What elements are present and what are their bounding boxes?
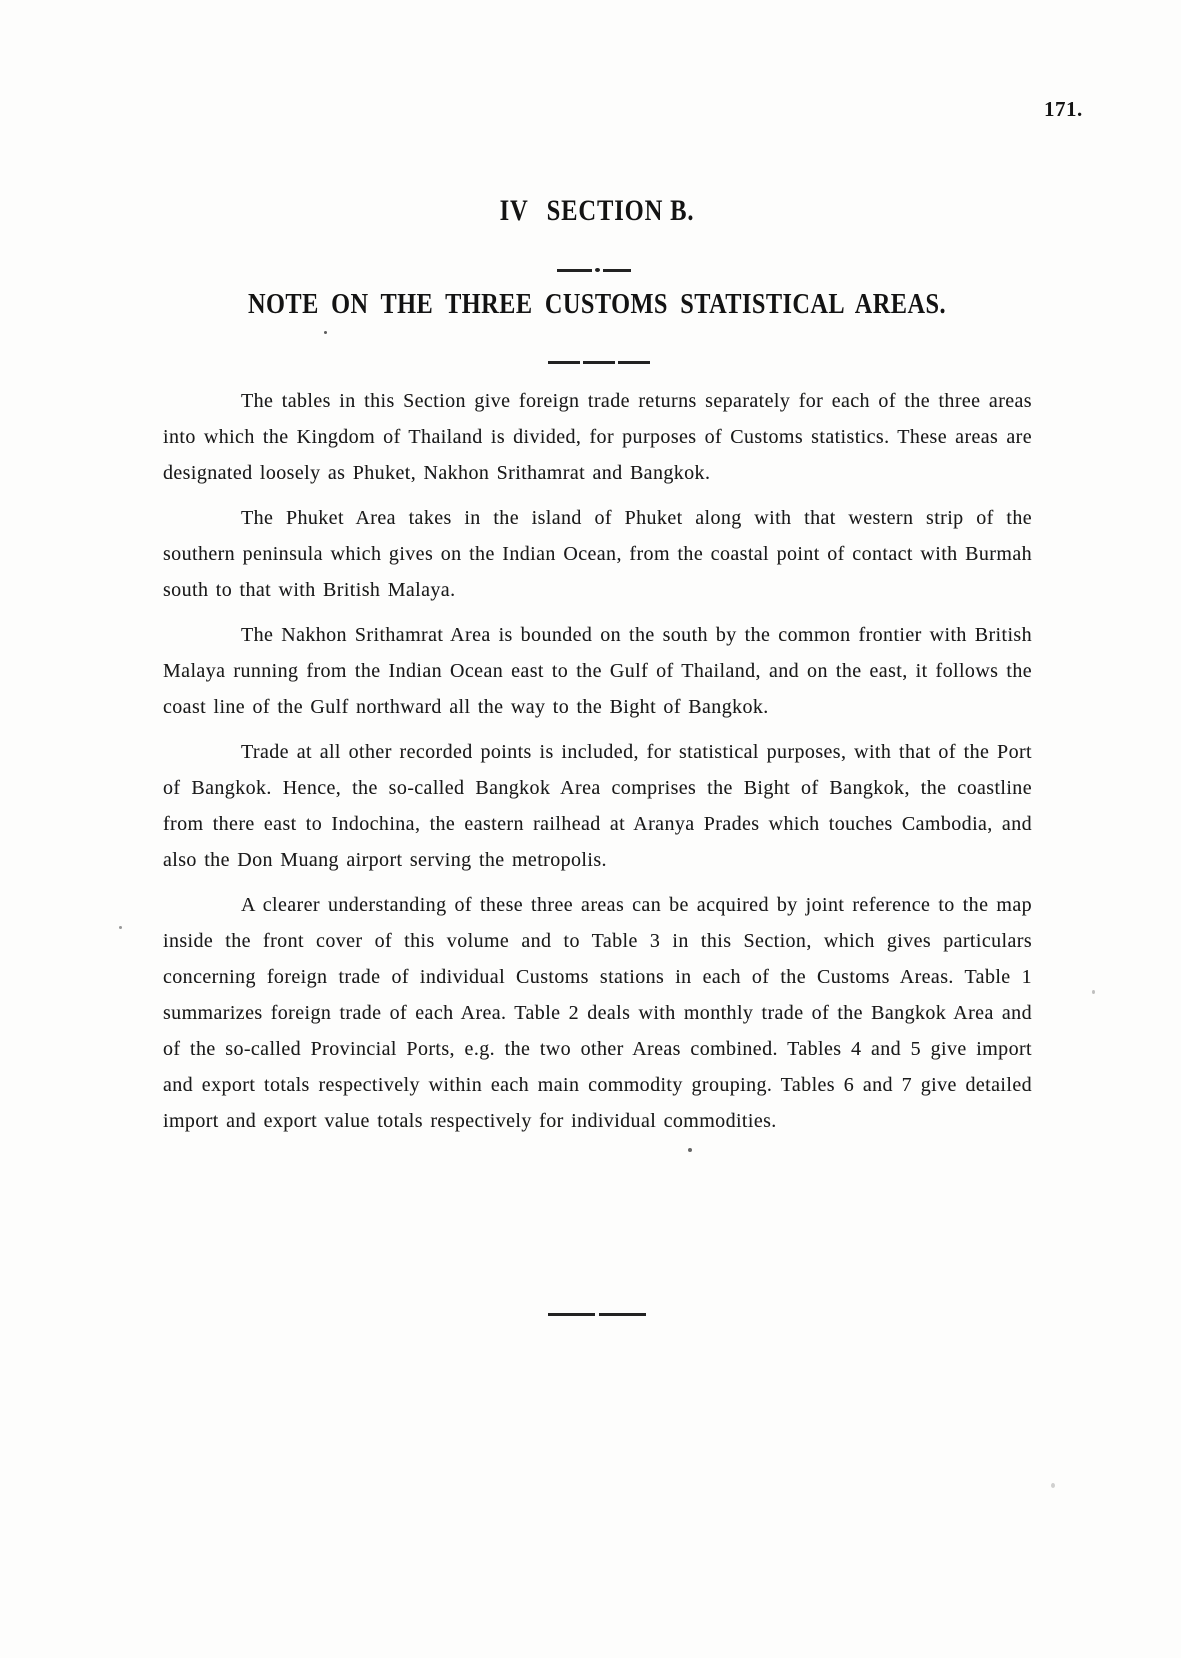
divider-segment: [599, 1313, 646, 1316]
section-heading: [241, 194, 953, 228]
document-title: NOTE ON THE THREE CUSTOMS STATISTICAL AREAS.: [248, 288, 946, 320]
paragraph-5: A clearer understanding of these three areas can be acquired by joint reference to the map inside the front cover of this volume and to Table 3 in this Section, which gives particulars concerning foreign trade of individual Customs stations in each of the Customs Areas. Table 1 summarizes foreign trade of each Area. Table 2 deals with monthly trade of the Bangkok Area and of the so-called Provincial Ports, e.g. the two other Areas combined. Tables 4 and 5 give import and export totals respectively within each main commodity grouping. Tables 6 and 7 give detailed import and export value totals respectively for individual commodities.: [163, 894, 1032, 1132]
paragraph-4: Trade at all other recorded points is included, for statistical purposes, with that of the Port of Bangkok. Hence, the so-called Bangkok Area comprises the Bight of Bangkok, the coastline from there east to Indochina, the eastern railhead at Aranya Prades which touches Cambodia, and also the Don Muang airport serving the metropolis.: [163, 741, 1032, 871]
divider-segment: [583, 361, 615, 364]
divider-segment: [603, 269, 631, 272]
paragraph-1: The tables in this Section give foreign trade returns separately for each of the three areas into which the Kingdom of Thailand is divided, for purposes of Customs statistics. These areas are designated loosely as Phuket, Nakhon Srithamrat and Bangkok.: [163, 390, 1032, 484]
scan-speck: [688, 1148, 692, 1152]
divider-segment: [548, 361, 580, 364]
divider-segment: [557, 269, 592, 272]
divider-segment: [618, 361, 650, 364]
scan-speck: [324, 331, 327, 334]
scan-speck: [1092, 990, 1095, 994]
body-text: [163, 383, 1032, 1139]
paragraph-2: The Phuket Area takes in the island of Phuket along with that western strip of the southern peninsula which gives on the Indian Ocean, from the coastal point of contact with Burmah south to that with British Malaya.: [163, 507, 1032, 601]
page-number: 171.: [1044, 97, 1083, 121]
section-label: SECTION B.: [546, 194, 695, 227]
scan-speck: [119, 926, 122, 929]
scan-speck: [1051, 1483, 1055, 1488]
divider-segment: [548, 1313, 595, 1316]
paragraph-3: The Nakhon Srithamrat Area is bounded on the south by the common frontier with British Malaya running from the Indian Ocean east to the Gulf of Thailand, and on the east, it follows the coast line of the Gulf northward all the way to the Bight of Bangkok.: [163, 624, 1032, 718]
divider-dot: [595, 268, 600, 272]
section-numeral: IV: [499, 194, 529, 227]
